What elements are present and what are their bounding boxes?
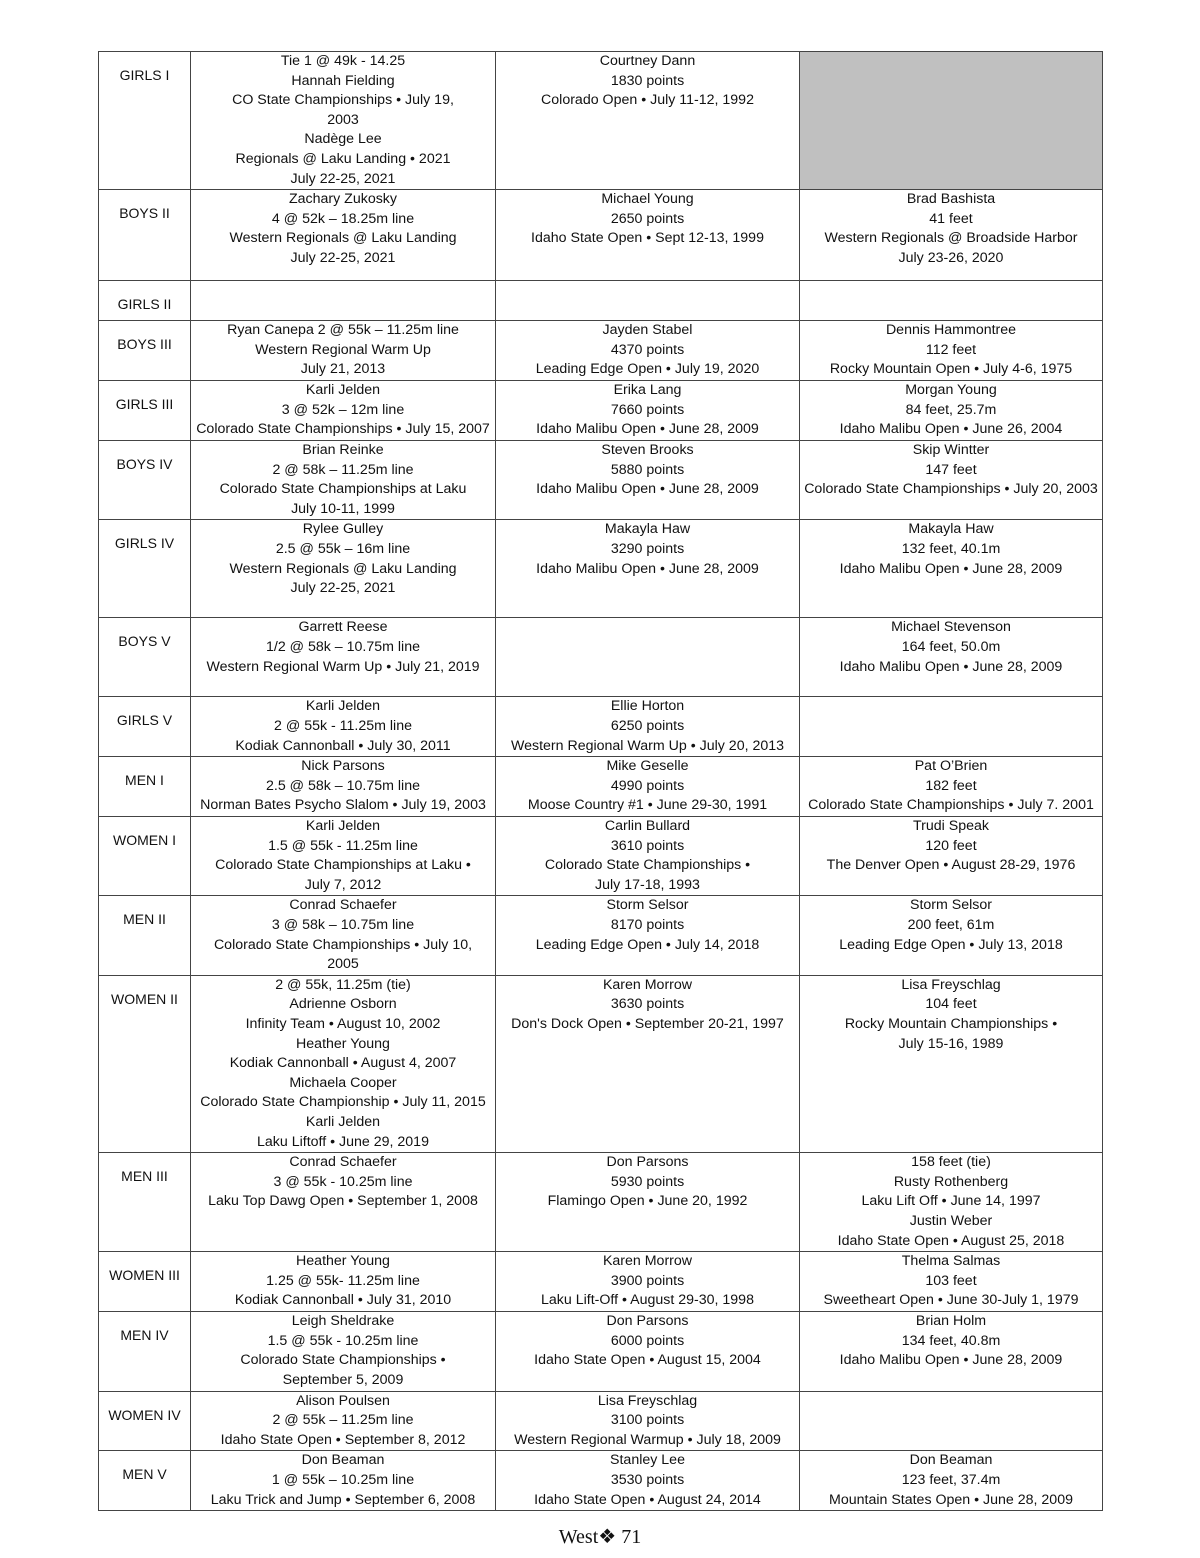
record-line: Laku Lift Off • June 14, 1997: [861, 1193, 1041, 1210]
record-line: Mike Geselle: [606, 758, 689, 775]
record-line: Idaho Malibu Open • June 28, 2009: [839, 1352, 1063, 1369]
slalom-record-cell: [191, 281, 496, 321]
record-line: Zachary Zukosky: [288, 191, 397, 208]
table-row: [99, 281, 1103, 321]
record-line: Idaho Malibu Open • June 28, 2009: [536, 421, 759, 438]
jump-record-cell: [800, 190, 1103, 281]
record-line: Infinity Team • August 10, 2002: [245, 1016, 441, 1033]
jump-record-cell: [800, 1252, 1103, 1312]
record-line: 8170 points: [610, 917, 685, 934]
record-line: 6000 points: [610, 1332, 685, 1349]
tricks-record-cell: [496, 1252, 800, 1312]
record-line: Western Regional Warmup • July 18, 2009: [514, 1431, 781, 1448]
record-line: Don Beaman: [301, 1452, 385, 1469]
record-line: Regionals @ Laku Landing • 2021: [235, 150, 451, 167]
record-line: Idaho State Open • August 24, 2014: [534, 1491, 761, 1508]
record-line: Tie 1 @ 49k - 14.25: [280, 53, 406, 69]
record-line: 182 feet: [925, 777, 977, 794]
record-line: Makayla Haw: [908, 521, 994, 538]
record-line: Kodiak Cannonball • August 4, 2007: [229, 1055, 457, 1072]
division-cell: GIRLS IV: [99, 520, 191, 618]
record-line: Skip Wintter: [912, 441, 990, 458]
record-line: 3630 points: [610, 996, 685, 1013]
record-line: Mountain States Open • June 28, 2009: [829, 1491, 1073, 1508]
record-line: Brian Reinke: [302, 441, 384, 458]
record-line: Don Beaman: [909, 1452, 993, 1469]
table-row: [99, 190, 1103, 281]
record-line: Alison Poulsen: [296, 1392, 390, 1409]
record-line: 5880 points: [610, 461, 685, 478]
slalom-record-cell: [191, 520, 496, 618]
slalom-record-cell: [191, 1153, 496, 1252]
record-line: 134 feet, 40.8m: [901, 1332, 1001, 1349]
slalom-record-cell: [191, 52, 496, 190]
record-line: Laku Lift-Off • August 29-30, 1998: [541, 1292, 754, 1309]
record-line: September 5, 2009: [282, 1371, 404, 1388]
record-line: July 21, 2013: [300, 361, 386, 378]
record-line: Sweetheart Open • June 30-July 1, 1979: [823, 1292, 1079, 1309]
table-row: [99, 757, 1103, 817]
record-line: Idaho Malibu Open • June 28, 2009: [536, 560, 759, 577]
record-line: Colorado State Championships • July 15, 2007: [196, 421, 490, 438]
record-line: 2003: [327, 111, 359, 128]
record-line: Colorado State Championships • July 10,: [213, 936, 473, 953]
record-line: 2650 points: [610, 210, 685, 227]
tricks-record-cell: [496, 1153, 800, 1252]
jump-record-cell: [800, 52, 1103, 190]
division-cell: MEN I: [99, 757, 191, 817]
record-line: 4 @ 52k – 18.25m line: [271, 210, 415, 227]
record-line: Norman Bates Psycho Slalom • July 19, 2003: [200, 797, 486, 814]
record-line: Leading Edge Open • July 14, 2018: [535, 936, 760, 953]
record-line: July 15-16, 1989: [898, 1035, 1004, 1052]
record-line: 7660 points: [610, 401, 685, 418]
record-line: 84 feet, 25.7m: [905, 401, 997, 418]
record-line: Idaho State Open • August 15, 2004: [534, 1352, 761, 1369]
record-line: Michael Stevenson: [891, 619, 1011, 636]
jump-record-cell: [800, 975, 1103, 1152]
record-line: July 7, 2012: [304, 876, 382, 893]
record-line: Idaho Malibu Open • June 28, 2009: [839, 658, 1063, 675]
jump-record-cell: [800, 321, 1103, 381]
record-line: 3100 points: [610, 1412, 685, 1429]
records-table: [98, 51, 1103, 1511]
record-line: Pat O’Brien: [914, 758, 988, 775]
record-line: Dennis Hammontree: [885, 322, 1017, 339]
record-line: Rocky Mountain Open • July 4-6, 1975: [829, 361, 1073, 378]
division-cell: BOYS II: [99, 190, 191, 281]
record-line: Rocky Mountain Championships •: [844, 1016, 1058, 1033]
record-line: Karli Jelden: [305, 818, 381, 835]
record-line: Brad Bashista: [906, 191, 996, 208]
record-line: 3900 points: [610, 1272, 685, 1289]
tricks-record-cell: [496, 281, 800, 321]
record-line: Lisa Freyschlag: [901, 976, 1001, 993]
record-line: Garrett Reese: [298, 619, 388, 636]
tricks-record-cell: [496, 975, 800, 1152]
record-line: 3610 points: [610, 837, 685, 854]
record-line: 6250 points: [610, 717, 685, 734]
table-row: [99, 1312, 1103, 1391]
slalom-record-cell: [191, 380, 496, 440]
record-line: 2.5 @ 55k – 16m line: [275, 540, 411, 557]
record-line: Nadège Lee: [304, 131, 382, 148]
table-row: [99, 1391, 1103, 1451]
table-row: [99, 817, 1103, 896]
slalom-record-cell: [191, 817, 496, 896]
record-line: Jayden Stabel: [602, 322, 693, 339]
jump-record-cell: [800, 896, 1103, 975]
jump-record-cell: [800, 520, 1103, 618]
division-cell: GIRLS II: [99, 281, 191, 321]
table-row: [99, 975, 1103, 1152]
record-line: Laku Liftoff • June 29, 2019: [257, 1133, 429, 1150]
record-line: Idaho Malibu Open • June 26, 2004: [839, 421, 1063, 438]
jump-record-cell: [800, 440, 1103, 519]
slalom-record-cell: [191, 618, 496, 697]
record-line: Ryan Canepa 2 @ 55k – 11.25m line: [227, 322, 459, 339]
record-line: 3530 points: [610, 1471, 685, 1488]
record-line: Stanley Lee: [610, 1452, 685, 1469]
record-line: Kodiak Cannonball • July 31, 2010: [234, 1292, 452, 1309]
record-line: Idaho State Open • August 25, 2018: [837, 1232, 1065, 1249]
record-line: Steven Brooks: [601, 441, 694, 458]
record-line: 2 @ 55k - 11.25m line: [274, 717, 412, 734]
tricks-record-cell: [496, 618, 800, 697]
record-line: Colorado State Championships • July 7. 2001: [808, 797, 1094, 814]
record-line: Carlin Bullard: [604, 818, 691, 835]
tricks-record-cell: [496, 520, 800, 618]
record-line: Makayla Haw: [604, 521, 691, 538]
record-line: Karen Morrow: [602, 1253, 693, 1270]
record-line: Western Regionals @ Laku Landing: [229, 230, 457, 247]
jump-record-cell: [800, 757, 1103, 817]
table-row: [99, 380, 1103, 440]
division-cell: BOYS V: [99, 618, 191, 697]
table-row: [99, 697, 1103, 757]
record-line: Colorado State Championships • July 20, 2003: [804, 481, 1098, 498]
record-line: Western Regional Warm Up: [255, 341, 431, 358]
tricks-record-cell: [496, 190, 800, 281]
record-line: 2.5 @ 58k – 10.75m line: [265, 777, 420, 794]
record-line: 1.25 @ 55k- 11.25m line: [266, 1272, 420, 1289]
table-row: [99, 1252, 1103, 1312]
table-row: [99, 618, 1103, 697]
record-line: 200 feet, 61m: [907, 917, 995, 934]
record-line: Laku Top Dawg Open • September 1, 2008: [208, 1193, 478, 1210]
record-line: Morgan Young: [905, 381, 997, 398]
record-line: Conrad Schaefer: [289, 1154, 397, 1171]
record-line: Karli Jelden: [305, 698, 381, 715]
record-line: 3 @ 58k – 10.75m line: [271, 917, 415, 934]
record-line: Flamingo Open • June 20, 1992: [547, 1193, 748, 1210]
jump-record-cell: [800, 1312, 1103, 1391]
record-line: Michaela Cooper: [289, 1074, 397, 1091]
records-body: [99, 52, 1103, 1511]
record-line: 5930 points: [610, 1173, 685, 1190]
table-row: [99, 321, 1103, 381]
record-line: Western Regional Warm Up • July 21, 2019: [206, 658, 480, 675]
record-line: July 22-25, 2021: [290, 249, 396, 266]
jump-record-cell: [800, 1391, 1103, 1451]
record-line: Kodiak Cannonball • July 30, 2011: [235, 737, 451, 754]
tricks-record-cell: [496, 321, 800, 381]
division-cell: MEN IV: [99, 1312, 191, 1391]
slalom-record-cell: [191, 757, 496, 817]
record-line: Trudi Speak: [913, 818, 989, 835]
record-line: 1/2 @ 58k – 10.75m line: [265, 638, 420, 655]
record-line: Justin Weber: [909, 1212, 993, 1229]
record-line: Leigh Sheldrake: [291, 1313, 395, 1330]
record-line: 41 feet: [929, 210, 973, 227]
record-line: Colorado State Championships •: [240, 1352, 446, 1369]
record-line: 2 @ 58k – 11.25m line: [272, 461, 414, 478]
record-line: July 10-11, 1999: [291, 500, 395, 517]
jump-record-cell: [800, 618, 1103, 697]
tricks-record-cell: [496, 1312, 800, 1391]
record-line: Idaho State Open • September 8, 2012: [220, 1431, 466, 1448]
record-line: Leading Edge Open • July 13, 2018: [839, 936, 1063, 953]
record-line: 103 feet: [925, 1272, 977, 1289]
record-line: July 17-18, 1993: [595, 876, 700, 893]
record-line: Lisa Freyschlag: [597, 1392, 698, 1409]
record-line: 2005: [327, 956, 359, 973]
table-row: [99, 520, 1103, 618]
record-line: 1.5 @ 55k - 10.25m line: [267, 1332, 419, 1349]
record-line: Courtney Dann: [599, 53, 696, 69]
record-line: Colorado State Championships at Laku: [219, 481, 467, 498]
slalom-record-cell: [191, 1451, 496, 1511]
jump-record-cell: [800, 817, 1103, 896]
division-cell: GIRLS V: [99, 697, 191, 757]
record-line: 1.5 @ 55k - 11.25m line: [268, 837, 418, 854]
division-cell: WOMEN III: [99, 1252, 191, 1312]
table-row: [99, 896, 1103, 975]
tricks-record-cell: [496, 817, 800, 896]
slalom-record-cell: [191, 975, 496, 1152]
record-line: Brian Holm: [915, 1313, 987, 1330]
record-line: Karli Jelden: [305, 381, 381, 398]
record-line: 158 feet (tie): [911, 1154, 991, 1171]
jump-record-cell: [800, 281, 1103, 321]
record-line: Nick Parsons: [301, 758, 385, 775]
record-line: Laku Trick and Jump • September 6, 2008: [210, 1491, 476, 1508]
tricks-record-cell: [496, 380, 800, 440]
record-line: Karli Jelden: [305, 1114, 381, 1130]
division-cell: WOMEN I: [99, 817, 191, 896]
jump-record-cell: [800, 1153, 1103, 1252]
record-line: 1830 points: [610, 72, 685, 89]
tricks-record-cell: [496, 1391, 800, 1451]
record-line: Western Regionals @ Broadside Harbor: [824, 230, 1078, 247]
record-line: Adrienne Osborn: [289, 996, 397, 1013]
division-cell: BOYS III: [99, 321, 191, 381]
record-line: Western Regionals @ Laku Landing: [229, 560, 457, 577]
record-line: Colorado State Championship • July 11, 2015: [200, 1094, 486, 1111]
record-line: 4370 points: [610, 341, 685, 358]
record-line: 147 feet: [925, 461, 977, 478]
division-cell: WOMEN II: [99, 975, 191, 1152]
record-line: 112 feet: [925, 341, 977, 358]
jump-record-cell: [800, 380, 1103, 440]
record-line: 2 @ 55k – 11.25m line: [272, 1412, 414, 1429]
table-row: [99, 1451, 1103, 1511]
slalom-record-cell: [191, 896, 496, 975]
division-cell: GIRLS I: [99, 52, 191, 190]
table-row: [99, 52, 1103, 190]
record-line: Rusty Rothenberg: [893, 1173, 1009, 1190]
slalom-record-cell: [191, 190, 496, 281]
record-line: Heather Young: [296, 1253, 390, 1270]
record-line: 2 @ 55k, 11.25m (tie): [275, 976, 411, 993]
record-line: Idaho Malibu Open • June 28, 2009: [839, 560, 1063, 577]
record-line: 164 feet, 50.0m: [901, 638, 1001, 655]
slalom-record-cell: [191, 697, 496, 757]
record-line: Thelma Salmas: [901, 1253, 1001, 1270]
tricks-record-cell: [496, 757, 800, 817]
record-line: July 23-26, 2020: [898, 249, 1004, 266]
record-line: Idaho Malibu Open • June 28, 2009: [536, 481, 759, 498]
record-line: 4990 points: [610, 777, 685, 794]
record-line: Idaho State Open • Sept 12-13, 1999: [531, 230, 764, 247]
record-line: Don's Dock Open • September 20-21, 1997: [511, 1016, 784, 1033]
record-line: Ellie Horton: [610, 698, 685, 715]
record-line: July 22-25, 2021: [290, 170, 396, 187]
slalom-record-cell: [191, 1252, 496, 1312]
tricks-record-cell: [496, 1451, 800, 1511]
record-line: Hannah Fielding: [291, 72, 395, 89]
record-line: Colorado Open • July 11-12, 1992: [541, 92, 754, 109]
record-line: CO State Championships • July 19,: [232, 92, 454, 109]
record-line: 104 feet: [925, 996, 977, 1013]
tricks-record-cell: [496, 896, 800, 975]
division-cell: MEN III: [99, 1153, 191, 1252]
record-line: 3 @ 55k - 10.25m line: [273, 1173, 413, 1190]
record-line: 1 @ 55k – 10.25m line: [271, 1471, 415, 1488]
table-row: [99, 1153, 1103, 1252]
record-line: Western Regional Warm Up • July 20, 2013: [510, 737, 785, 754]
table-row: [99, 440, 1103, 519]
page-footer: West❖ 71: [558, 1526, 642, 1548]
record-line: Heather Young: [296, 1035, 390, 1052]
slalom-record-cell: [191, 440, 496, 519]
division-cell: BOYS IV: [99, 440, 191, 519]
division-cell: GIRLS III: [99, 380, 191, 440]
record-line: Michael Young: [601, 191, 694, 208]
record-line: Don Parsons: [606, 1313, 689, 1330]
record-line: July 22-25, 2021: [290, 580, 396, 597]
record-line: Leading Edge Open • July 19, 2020: [535, 361, 760, 378]
jump-record-cell: [800, 1451, 1103, 1511]
record-line: 3290 points: [610, 540, 685, 557]
record-line: 123 feet, 37.4m: [901, 1471, 1001, 1488]
slalom-record-cell: [191, 1312, 496, 1391]
division-cell: WOMEN IV: [99, 1391, 191, 1451]
record-line: Moose Country #1 • June 29-30, 1991: [527, 797, 768, 814]
tricks-record-cell: [496, 440, 800, 519]
record-line: Conrad Schaefer: [289, 897, 397, 914]
slalom-record-cell: [191, 1391, 496, 1451]
record-line: Rylee Gulley: [302, 521, 384, 538]
record-line: Storm Selsor: [606, 897, 689, 914]
division-cell: MEN V: [99, 1451, 191, 1511]
record-line: Don Parsons: [606, 1154, 689, 1171]
tricks-record-cell: [496, 52, 800, 190]
record-line: Colorado State Championships at Laku •: [215, 857, 471, 874]
record-line: 3 @ 52k – 12m line: [281, 401, 405, 418]
record-line: Erika Lang: [613, 381, 682, 398]
tricks-record-cell: [496, 697, 800, 757]
record-line: 132 feet, 40.1m: [901, 540, 1001, 557]
record-line: The Denver Open • August 28-29, 1976: [826, 857, 1076, 874]
division-cell: MEN II: [99, 896, 191, 975]
record-line: Karen Morrow: [602, 976, 693, 993]
record-line: Colorado State Championships •: [544, 857, 751, 874]
slalom-record-cell: [191, 321, 496, 381]
record-line: 120 feet: [925, 837, 977, 854]
record-line: Storm Selsor: [910, 897, 992, 914]
jump-record-cell: [800, 697, 1103, 757]
